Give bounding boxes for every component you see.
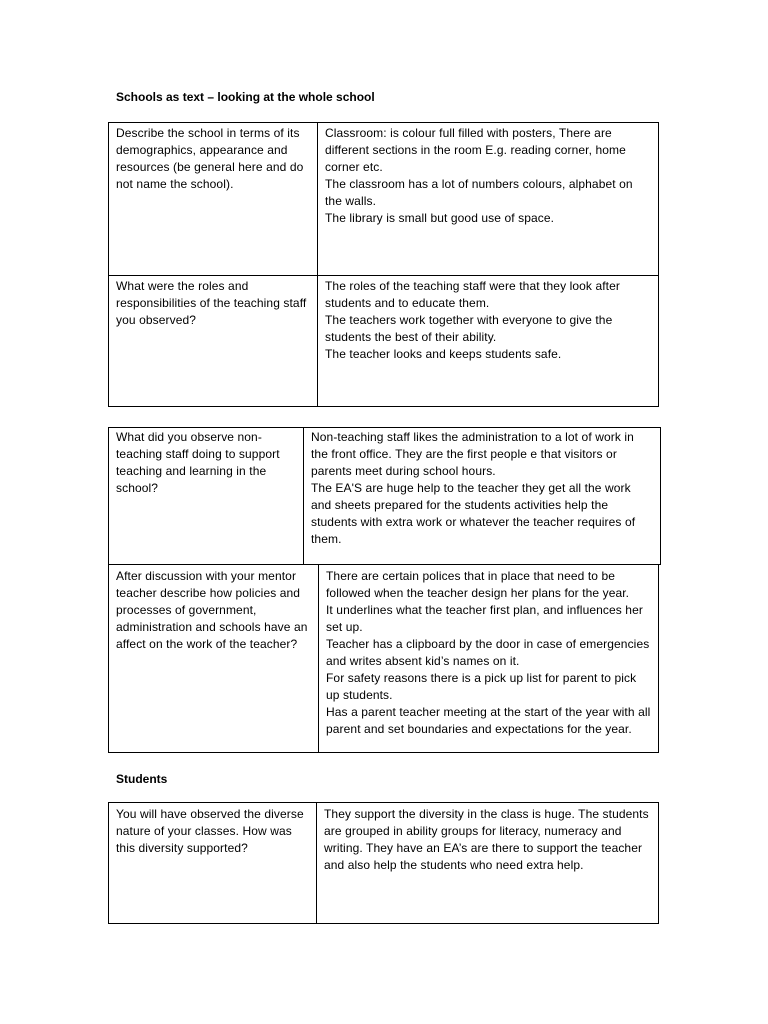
question-text: You will have observed the diverse nature of your classes. How was this diversity supported? [116, 807, 304, 855]
question-cell [109, 428, 304, 565]
question-text: What did you observe non-teaching staff doing to support teaching and learning in the school? [116, 430, 280, 495]
question-cell [109, 565, 319, 753]
question-cell [109, 803, 317, 924]
answer-line: It underlines what the teacher first plan, and influences her set up. [326, 603, 643, 634]
answer-cell [318, 276, 659, 407]
answer-cell [319, 565, 659, 753]
question-text: What were the roles and responsibilities of the teaching staff you observed? [116, 279, 307, 327]
answer-line: The library is small but good use of space. [325, 211, 555, 225]
table-row [109, 123, 659, 276]
section-heading-students: Students [116, 772, 168, 786]
answer-line: Teacher has a clipboard by the door in case of emergencies and writes absent kid’s names on it. [326, 637, 650, 668]
table-row [109, 565, 659, 753]
answer-line: Classroom: is colour full filled with posters, There are different sections in the room E.g. reading corner, home corner etc. [325, 126, 626, 174]
table-row [109, 803, 659, 924]
answer-cell [317, 803, 659, 924]
answer-line: Non-teaching staff likes the administration to a lot of work in the front office. They are the first people e that visitors or parents meet during school hours. [311, 430, 634, 478]
answer-line: There are certain polices that in place that need to be followed when the teacher design her plans for the year. [326, 569, 630, 600]
answer-line: They support the diversity in the class is huge. The students are grouped in ability groups for literacy, numeracy and writing. They have an EA’s are there to support the teacher and also help the students who need extra help. [324, 807, 649, 872]
table-row [109, 428, 661, 565]
non-teaching-staff-table [108, 427, 661, 565]
answer-line: The EA'S are huge help to the teacher they get all the work and sheets prepared for the students activities help the students with extra work or whatever the teacher requires of them. [311, 481, 636, 546]
answer-line: Has a parent teacher meeting at the start of the year with all parent and set boundaries and expectations for the year. [326, 705, 651, 736]
question-text: Describe the school in terms of its demographics, appearance and resources (be general here and do not name the school). [116, 126, 304, 191]
question-cell [109, 123, 318, 276]
answer-line: For safety reasons there is a pick up list for parent to pick up students. [326, 671, 637, 702]
answer-line: The classroom has a lot of numbers colours, alphabet on the walls. [325, 177, 633, 208]
answer-cell [304, 428, 661, 565]
answer-cell [318, 123, 659, 276]
answer-line: The teachers work together with everyone to give the students the best of their ability. [325, 313, 613, 344]
students-table [108, 802, 659, 924]
section-heading-whole-school: Schools as text – looking at the whole school [116, 90, 375, 104]
question-text: After discussion with your mentor teacher describe how policies and processes of government, administration and schools have an affect on the work of the teacher? [116, 569, 308, 651]
policies-table [108, 564, 659, 753]
question-cell [109, 276, 318, 407]
table-row [109, 276, 659, 407]
whole-school-table [108, 122, 659, 407]
answer-line: The roles of the teaching staff were that they look after students and to educate them. [325, 279, 620, 310]
answer-line: The teacher looks and keeps students safe. [325, 347, 562, 361]
